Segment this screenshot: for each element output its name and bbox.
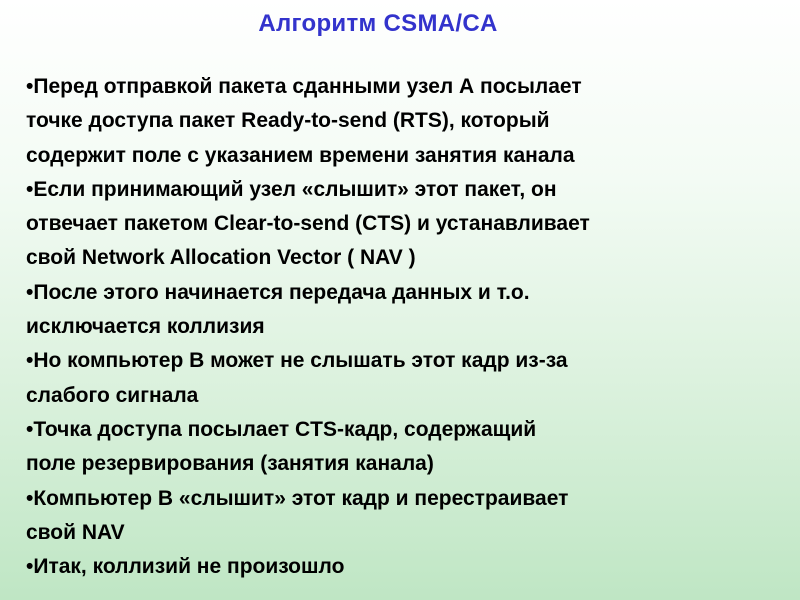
bullet-item-nav-update	[26, 482, 796, 551]
bullet-line: •Точка доступа посылает CTS-кадр, содержащий	[26, 417, 537, 441]
bullet-item-conclusion	[26, 550, 796, 584]
bullet-line: содержит поле с указанием времени занятия канала	[26, 143, 575, 167]
bullet-item-weak-signal	[26, 344, 796, 413]
bullet-line: отвечает пакетом Clear-to-send (CTS) и устанавливает	[26, 212, 590, 236]
bullet-line: •Компьютер В «слышит» этот кадр и перестраивает	[26, 486, 569, 510]
bullet-item-ap-cts	[26, 413, 796, 482]
bullet-line: свой NAV	[26, 520, 125, 544]
bullet-line: свой Network Allocation Vector ( NAV )	[26, 246, 416, 270]
bullet-item-transmission	[26, 276, 796, 345]
bullet-item-cts-nav	[26, 173, 796, 276]
bullet-line: поле резервирования (занятия канала)	[26, 452, 434, 476]
bullet-item-rts	[26, 70, 796, 173]
bullet-list	[26, 70, 796, 584]
bullet-line: точке доступа пакет Ready-to-send (RTS), который	[26, 109, 550, 133]
slide-title: Алгоритм CSMA/CA	[258, 10, 498, 37]
bullet-line: исключается коллизия	[26, 315, 265, 339]
bullet-line: •Если принимающий узел «слышит» этот пакет, он	[26, 177, 557, 201]
bullet-line: •Итак, коллизий не произошло	[26, 555, 345, 579]
bullet-line: слабого сигнала	[26, 383, 199, 407]
bullet-line: •После этого начинается передача данных и т.о.	[26, 280, 530, 304]
bullet-line: •Перед отправкой пакета сданными узел А посылает	[26, 75, 582, 98]
bullet-line: •Но компьютер В может не слышать этот кадр из-за	[26, 349, 568, 373]
